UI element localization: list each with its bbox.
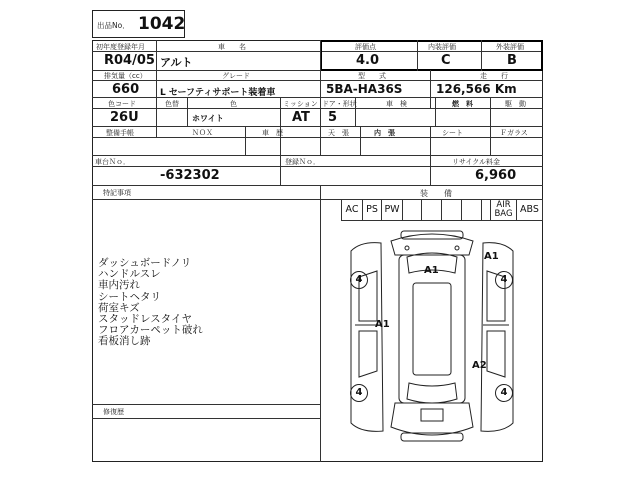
equipment-abs: ABS xyxy=(516,199,543,221)
manual-label: 整備手帳 xyxy=(106,129,134,137)
tire-front-right: 4 xyxy=(495,271,513,289)
equipment-slot xyxy=(402,199,422,221)
chassis-value: -632302 xyxy=(160,168,220,183)
mileage-value: 126,566 Km xyxy=(436,82,517,96)
note-line: シートヘタリ xyxy=(98,290,161,303)
model-value: 5BA-HA36S xyxy=(326,82,403,96)
interior-score-value: C xyxy=(441,53,451,68)
grade-label: グレード xyxy=(222,72,250,80)
model-label: 型 式 xyxy=(358,72,386,80)
first-reg-value: R04/05 xyxy=(104,53,155,68)
mission-label: ミッション xyxy=(283,100,318,108)
equipment-airbag-label: AIR BAG xyxy=(494,200,513,219)
note-line: ダッシュボードノリ xyxy=(98,257,192,269)
name-label: 車 名 xyxy=(218,43,246,51)
color-no-label: 色コード xyxy=(108,100,136,108)
door-value: 5 xyxy=(328,110,338,125)
first-reg-label: 初年度登録年月 xyxy=(96,43,145,51)
equipment-label: 装 備 xyxy=(420,189,452,198)
tire-rear-left: 4 xyxy=(350,384,368,402)
name-value: アルト xyxy=(160,56,193,69)
exterior-score-value: B xyxy=(507,53,517,68)
score-value: 4.0 xyxy=(356,53,380,68)
glass-label: Ｆガラス xyxy=(500,129,528,137)
roof-label: 天 張 xyxy=(328,129,349,137)
color-label: 色 xyxy=(230,100,237,108)
repair-label: 修復歴 xyxy=(103,408,124,416)
score-label: 評価点 xyxy=(355,43,376,51)
fuel-label: 燃 料 xyxy=(452,100,473,108)
drive-label: 駆 動 xyxy=(505,100,526,108)
displacement-label: 排気量（cc） xyxy=(104,72,147,80)
mileage-label: 走 行 xyxy=(480,72,508,80)
listing-label: 出品No． xyxy=(97,21,130,30)
color-no-value: 26U xyxy=(110,110,139,125)
interior-lining-label: 内 張 xyxy=(374,129,395,137)
equipment-airbag xyxy=(490,199,517,221)
note-line: フロアカーペット破れ xyxy=(98,324,203,337)
color-change-label: 色替 xyxy=(165,100,179,108)
equipment-slot xyxy=(421,199,442,221)
car-damage-diagram xyxy=(321,221,543,462)
mission-value: AT xyxy=(292,110,310,125)
equipment-slot xyxy=(441,199,462,221)
interior-score-label: 内装評価 xyxy=(428,43,456,51)
seat-label: シート xyxy=(442,129,463,137)
recycle-label: リサイクル料金 xyxy=(452,158,501,166)
damage-mark-left-side: A1 xyxy=(375,319,390,330)
exterior-score-label: 外装評価 xyxy=(496,43,524,51)
note-line: 車内汚れ xyxy=(98,279,140,292)
recycle-value: 6,960 xyxy=(475,168,517,183)
door-label: ドア・形状 xyxy=(322,100,357,108)
note-line: 看板消し跡 xyxy=(98,335,151,348)
history-label: 車 歴 xyxy=(262,129,283,137)
nox-label: ＮＯＸ xyxy=(192,129,213,137)
chassis-label: 車台Ｎｏ． xyxy=(95,158,130,166)
equipment-ps: PS xyxy=(362,199,382,221)
listing-box xyxy=(92,10,185,38)
reg-label: 登録Ｎｏ． xyxy=(285,158,320,166)
damage-mark-roof: A1 xyxy=(424,265,439,276)
note-line: ハンドルスレ xyxy=(98,268,161,281)
listing-number: 1042 xyxy=(138,14,186,34)
grade-value: L セーフティサポート装着車 xyxy=(160,88,276,98)
damage-mark-front-right: A1 xyxy=(484,251,499,262)
equipment-pw: PW xyxy=(381,199,403,221)
notes-list xyxy=(98,258,203,348)
notes-label: 特記事項 xyxy=(103,189,131,197)
inspection-label: 車 検 xyxy=(386,100,407,108)
displacement-value: 660 xyxy=(112,82,140,97)
note-line: スタッドレスタイヤ xyxy=(98,313,192,326)
equipment-slot xyxy=(461,199,482,221)
tire-front-left: 4 xyxy=(350,271,368,289)
equipment-ac: AC xyxy=(341,199,363,221)
damage-mark-rear-right: A2 xyxy=(472,360,487,371)
tire-rear-right: 4 xyxy=(495,384,513,402)
note-line: 荷室キズ xyxy=(98,301,140,314)
color-value: ホワイト xyxy=(192,114,224,123)
